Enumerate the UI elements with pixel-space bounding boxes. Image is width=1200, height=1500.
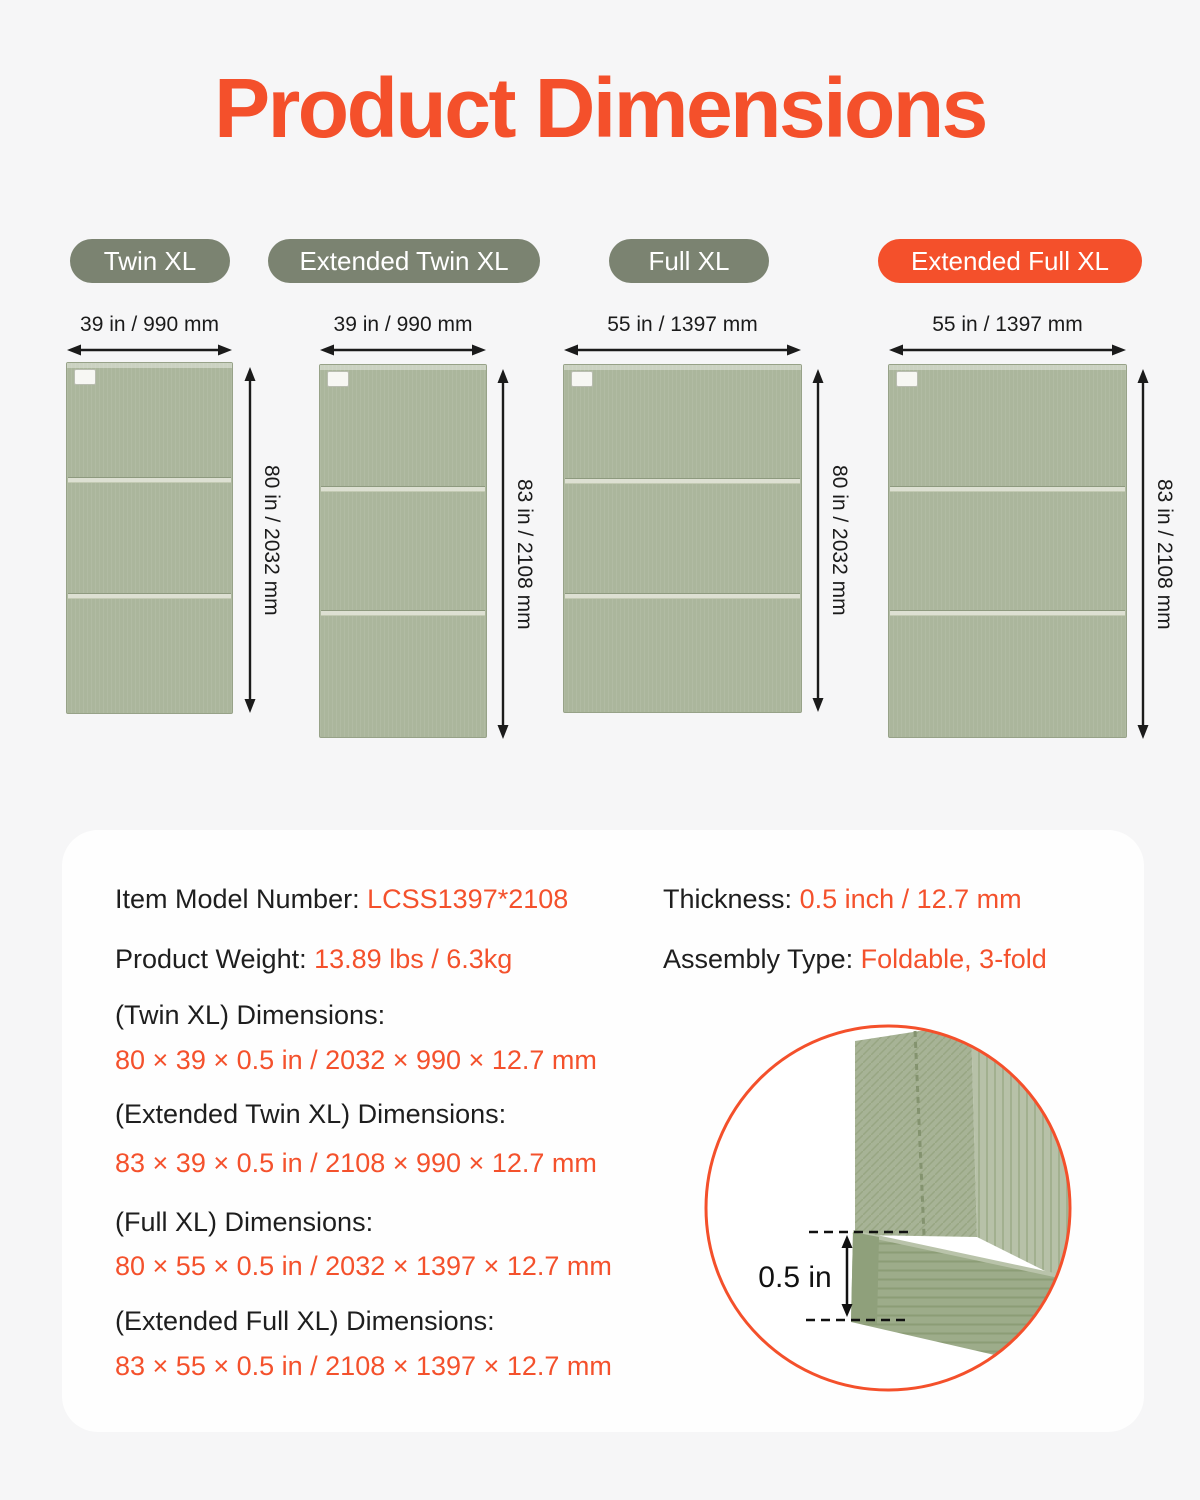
mat-label-tag: [327, 371, 349, 387]
dimensions-value-full-xl: 80 × 55 × 0.5 in / 2032 × 1397 × 12.7 mm: [115, 1251, 612, 1281]
width-arrow-full-xl: [563, 342, 802, 358]
dimensions-label-extended-full-xl: (Extended Full XL) Dimensions:: [115, 1306, 495, 1336]
width-label-full-xl: 55 in / 1397 mm: [607, 313, 758, 336]
dimensions-value-twin-xl: 80 × 39 × 0.5 in / 2032 × 990 × 12.7 mm: [115, 1045, 597, 1075]
spec-label: Item Model Number:: [115, 884, 360, 914]
mat-fold-seam: [68, 593, 231, 599]
mat-edge-highlight: [564, 365, 801, 370]
spec-label: Product Weight:: [115, 944, 307, 974]
mat-diagram-twin-xl: [66, 362, 233, 714]
height-label-extended-full-xl: 83 in / 2108 mm: [1153, 478, 1176, 630]
mat-label-tag: [896, 371, 918, 387]
spec-value: Foldable, 3-fold: [860, 944, 1047, 974]
height-label-twin-xl: 80 in / 2032 mm: [260, 464, 283, 616]
mat-label-tag: [74, 369, 96, 385]
dimensions-value-extended-full-xl: 83 × 55 × 0.5 in / 2108 × 1397 × 12.7 mm: [115, 1351, 612, 1381]
height-arrow-extended-full-xl: [1135, 368, 1151, 740]
height-arrow-full-xl: [810, 368, 826, 713]
dimensions-label-extended-twin-xl: (Extended Twin XL) Dimensions:: [115, 1099, 507, 1129]
mat-fold-seam: [565, 478, 800, 484]
spec-value: 13.89 lbs / 6.3kg: [314, 944, 513, 974]
spec-value: LCSS1397*2108: [367, 884, 569, 914]
mat-diagram-extended-full-xl: [888, 364, 1127, 738]
spec-label: Assembly Type:: [663, 944, 854, 974]
width-arrow-extended-twin-xl: [319, 342, 487, 358]
mat-edge-highlight: [320, 365, 486, 370]
badge-extended-twin-xl: Extended Twin XL: [268, 239, 540, 283]
height-arrow-extended-twin-xl: [495, 368, 511, 740]
mat-fold-seam: [890, 610, 1125, 616]
mat-label-tag: [571, 371, 593, 387]
mat-fold-seam: [565, 593, 800, 599]
mat-fold-seam: [321, 486, 485, 492]
mat-fold-seam: [321, 610, 485, 616]
spec-product-weight: [115, 944, 512, 975]
width-label-extended-full-xl: 55 in / 1397 mm: [932, 313, 1083, 336]
spec-item-model-number: [115, 884, 568, 915]
badge-twin-xl: Twin XL: [70, 239, 230, 283]
mat-fold-seam: [890, 486, 1125, 492]
thickness-detail-photo: [703, 1023, 1073, 1393]
mat-fold-seam: [68, 477, 231, 483]
width-label-extended-twin-xl: 39 in / 990 mm: [333, 313, 473, 336]
spec-label: Thickness:: [663, 884, 793, 914]
height-label-extended-twin-xl: 83 in / 2108 mm: [513, 478, 536, 630]
dimensions-label-twin-xl: (Twin XL) Dimensions:: [115, 1000, 386, 1030]
width-label-twin-xl: 39 in / 990 mm: [80, 313, 219, 336]
page-title: Product Dimensions: [214, 61, 986, 155]
badge-extended-full-xl: Extended Full XL: [878, 239, 1142, 283]
height-arrow-twin-xl: [242, 366, 258, 714]
spec-value: 0.5 inch / 12.7 mm: [799, 884, 1022, 914]
badge-full-xl: Full XL: [609, 239, 769, 283]
width-arrow-twin-xl: [66, 342, 233, 358]
mat-diagram-extended-twin-xl: [319, 364, 487, 738]
mat-edge-highlight: [889, 365, 1126, 370]
spec-assembly-type: [663, 944, 1047, 975]
width-arrow-extended-full-xl: [888, 342, 1127, 358]
dimensions-value-extended-twin-xl: 83 × 39 × 0.5 in / 2108 × 990 × 12.7 mm: [115, 1148, 597, 1178]
mat-diagram-full-xl: [563, 364, 802, 713]
mat-edge-highlight: [67, 363, 232, 368]
spec-thickness: [663, 884, 1022, 915]
dimensions-label-full-xl: (Full XL) Dimensions:: [115, 1207, 374, 1237]
thickness-detail-label: 0.5 in: [758, 1261, 832, 1294]
height-label-full-xl: 80 in / 2032 mm: [828, 465, 851, 616]
